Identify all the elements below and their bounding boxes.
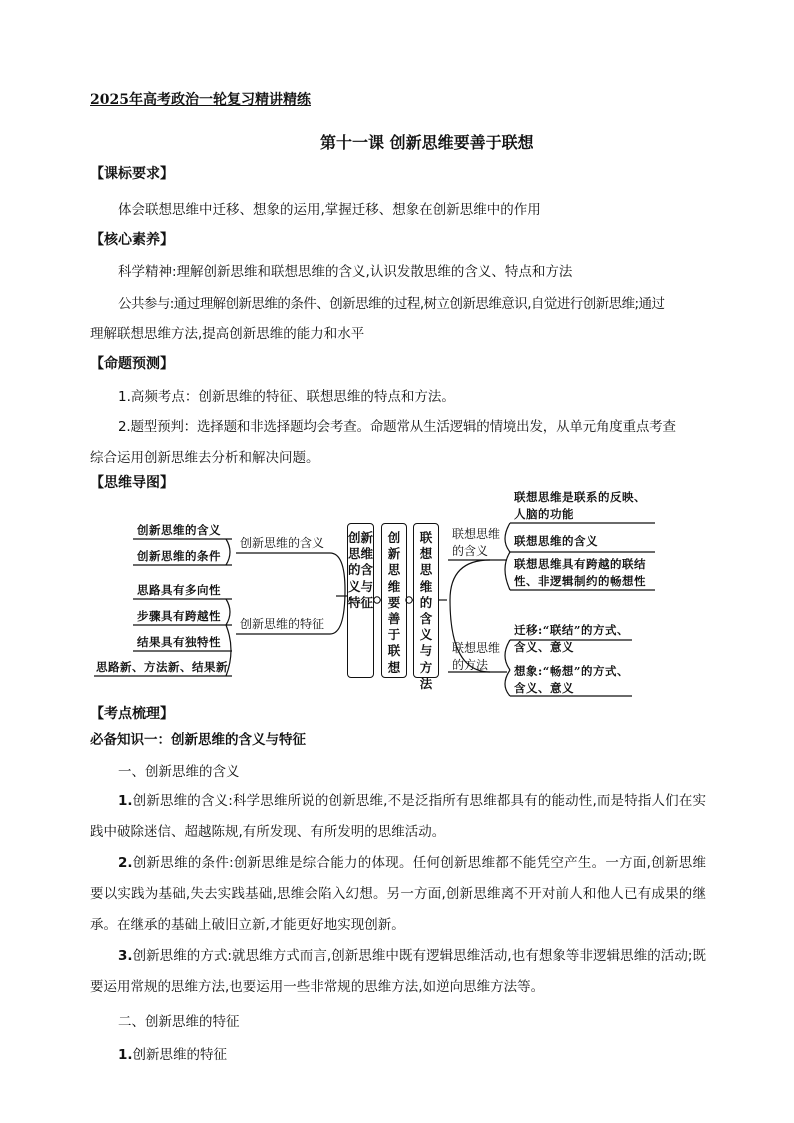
mm-right-mid-2: 联想思维的方法 bbox=[452, 641, 501, 672]
prediction-line-1: 1.高频考点：创新思维的特征、联想思维的特点和方法。 bbox=[118, 389, 455, 405]
mm-left-leaf-3: 思路具有多向性 bbox=[137, 583, 221, 597]
mm-left-leaf-6: 思路新、方法新、结果新 bbox=[96, 660, 228, 674]
literacy-line-2a: 公共参与:通过理解创新思维的条件、创新思维的过程,树立创新思维意识,自觉进行创新思维;通过 bbox=[118, 296, 665, 312]
section-literacy: 【核心素养】 bbox=[90, 232, 174, 248]
mm-left-leaf-2: 创新思维的条件 bbox=[137, 549, 221, 563]
section-prediction: 【命题预测】 bbox=[90, 356, 174, 372]
mm-left-mid-1: 创新思维的含义 bbox=[240, 536, 325, 550]
mm-right-leaf-2: 联想思维的含义 bbox=[514, 534, 598, 548]
mm-right-leaf-1: 联想思维是联系的反映、人脑的功能 bbox=[514, 490, 646, 521]
p4-number: 1. bbox=[118, 1047, 133, 1063]
literacy-line-2b: 理解联想思维方法,提高创新思维的能力和水平 bbox=[90, 326, 365, 342]
paragraph-2 bbox=[90, 848, 706, 941]
mm-left-leaf-4: 步骤具有跨越性 bbox=[137, 609, 221, 623]
p1-number: 1. bbox=[118, 793, 133, 809]
mm-right-leaf-5: 想象:“畅想”的方式、含义、意义 bbox=[514, 664, 629, 695]
p3-number: 3. bbox=[118, 948, 133, 964]
mm-right-mid-1: 联想思维的含义 bbox=[452, 527, 501, 558]
mm-left-leaf-1: 创新思维的含义 bbox=[137, 523, 221, 537]
mm-center-box-3: 联想思维的含义与方法 bbox=[413, 523, 439, 678]
prediction-line-2a: 2.题型预判：选择题和非选择题均会考查。命题常从生活逻辑的情境出发，从单元角度重点考查 bbox=[118, 419, 676, 435]
subheading-2: 二、创新思维的特征 bbox=[118, 1014, 240, 1030]
knowledge1-title: 必备知识一：创新思维的含义与特征 bbox=[90, 732, 306, 748]
section-review: 【考点梳理】 bbox=[90, 706, 174, 722]
lesson-title: 第十一课 创新思维要善于联想 bbox=[320, 133, 534, 152]
p2-text: 创新思维的条件:创新思维是综合能力的体现。任何创新思维都不能凭空产生。一方面,创新思维要以实践为基础,失去实践基础,思维会陷入幻想。另一方面,创新思维离不开对前人和他人已有成果的继承。在继承的基础上破旧立新,才能更好地实现创新。 bbox=[90, 855, 706, 933]
section-mindmap: 【思维导图】 bbox=[90, 475, 174, 491]
p4-text: 创新思维的特征 bbox=[132, 1047, 228, 1063]
mm-center-box-2: 创新思维要善于联想 bbox=[381, 523, 407, 678]
paragraph-3 bbox=[90, 941, 706, 1003]
p3-text: 创新思维的方式:就思维方式而言,创新思维中既有逻辑思维活动,也有想象等非逻辑思维的活动;既要运用常规的思维方法,也要运用一些非常规的思维方法,如逆向思维方法等。 bbox=[90, 948, 706, 995]
curriculum-text: 体会联想思维中迁移、想象的运用,掌握迁移、想象在创新思维中的作用 bbox=[118, 202, 541, 218]
section-curriculum: 【课标要求】 bbox=[90, 166, 174, 182]
mm-right-leaf-4: 迁移:“联结”的方式、含义、意义 bbox=[514, 623, 629, 654]
mm-center-box-1: 创新思维的含义与特征 bbox=[347, 523, 374, 678]
paragraph-4 bbox=[118, 1043, 227, 1063]
subheading-1: 一、创新思维的含义 bbox=[118, 764, 240, 780]
prediction-line-2b: 综合运用创新思维去分析和解决问题。 bbox=[90, 450, 320, 466]
paragraph-1 bbox=[90, 786, 706, 848]
mm-left-leaf-5: 结果具有独特性 bbox=[137, 635, 221, 649]
header-title: 2025年高考政治一轮复习精讲精练 bbox=[90, 92, 311, 108]
p1-text: 创新思维的含义:科学思维所说的创新思维,不是泛指所有思维都具有的能动性,而是特指人们在实践中破除迷信、超越陈规,有所发现、有所发明的思维活动。 bbox=[90, 793, 706, 840]
mm-right-leaf-3: 联想思维具有跨越的联结性、非逻辑制约的畅想性 bbox=[514, 557, 646, 588]
mm-left-mid-2: 创新思维的特征 bbox=[240, 617, 325, 631]
p2-number: 2. bbox=[118, 855, 133, 871]
literacy-line-1: 科学精神:理解创新思维和联想思维的含义,认识发散思维的含义、特点和方法 bbox=[118, 264, 573, 280]
